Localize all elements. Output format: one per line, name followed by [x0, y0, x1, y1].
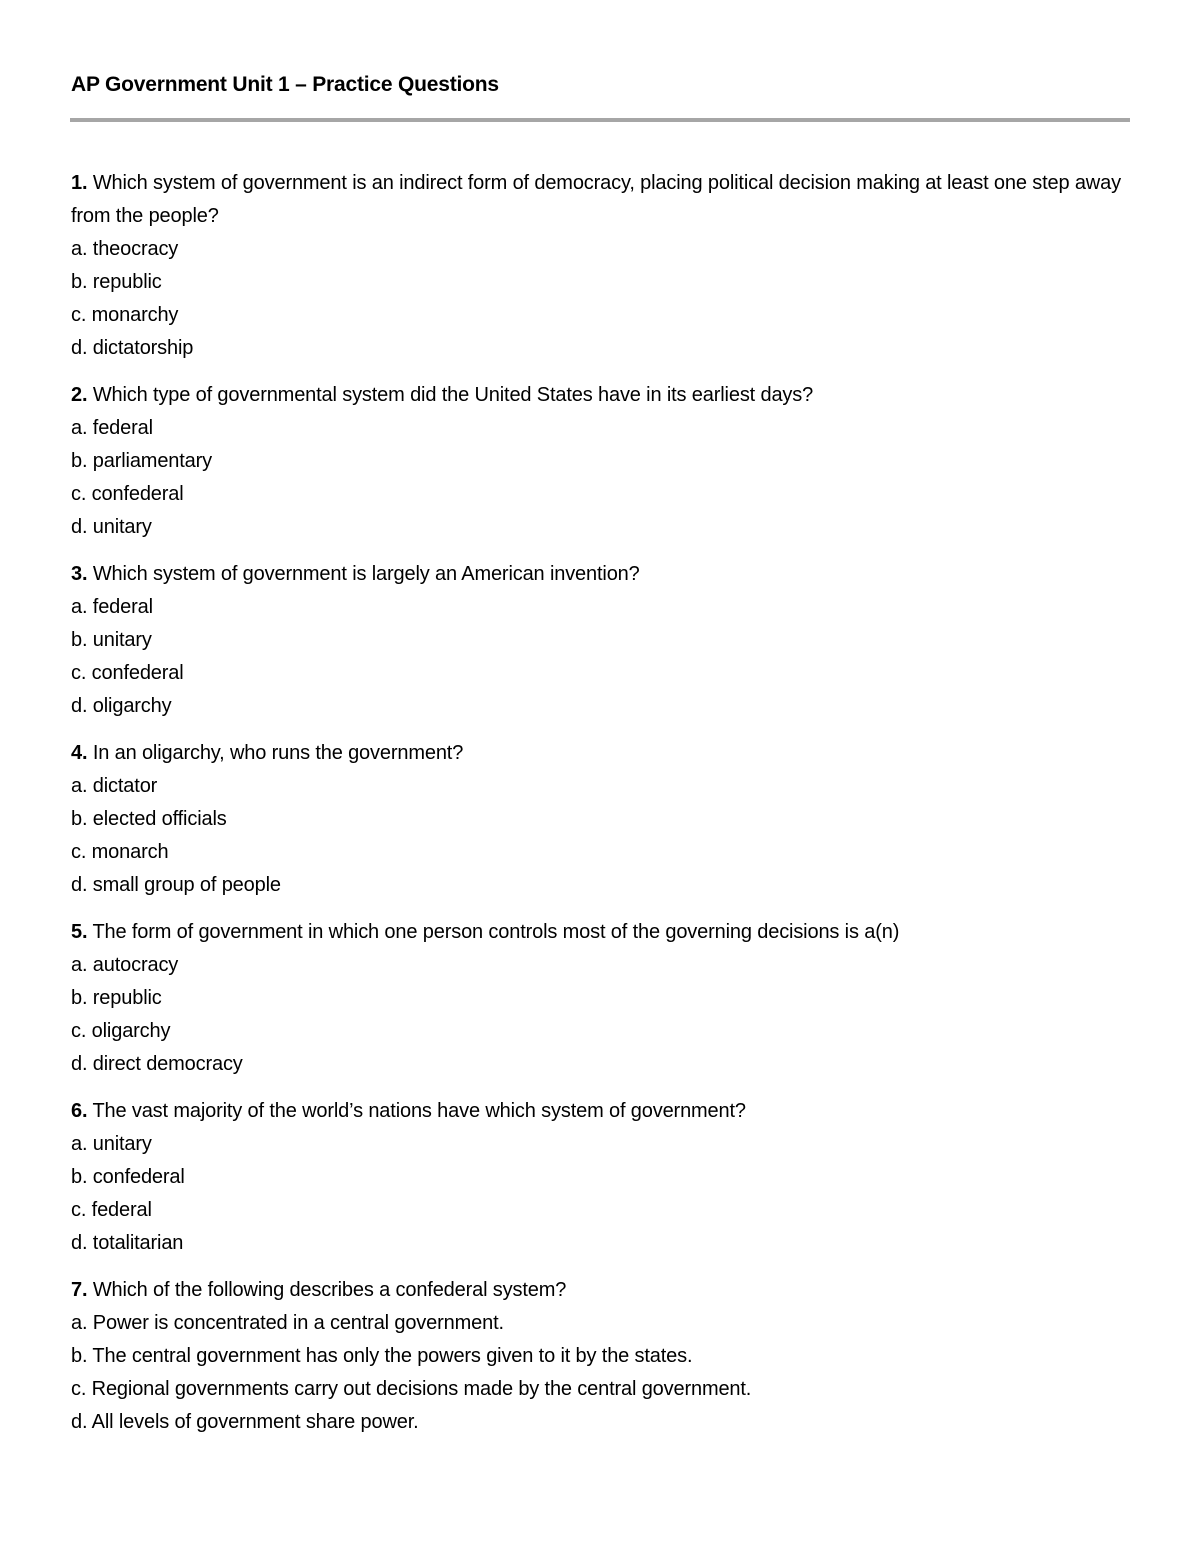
answer-option: c. monarch: [71, 841, 169, 863]
question-text: Which system of government is largely an American invention?: [92, 563, 640, 585]
answer-option: d. totalitarian: [71, 1232, 184, 1254]
answer-option: a. federal: [71, 596, 153, 618]
question-prompt: [71, 558, 1129, 591]
answer-option: c. Regional governments carry out decisions made by the central government.: [71, 1378, 752, 1400]
question-5: [71, 916, 1129, 1081]
question-prompt: [71, 167, 1129, 233]
answer-option: b. republic: [71, 987, 162, 1009]
question-7: [71, 1274, 1129, 1439]
question-number: 3.: [71, 563, 88, 585]
question-text: In an oligarchy, who runs the government?: [92, 742, 464, 764]
question-4: [71, 737, 1129, 902]
answer-option: b. The central government has only the powers given to it by the states.: [71, 1345, 693, 1367]
question-prompt: [71, 1274, 1129, 1307]
question-prompt: [71, 737, 1129, 770]
question-number: 2.: [71, 384, 88, 406]
question-prompt: [71, 1095, 1129, 1128]
question-text: Which system of government is an indirect form of democracy, placing political decision making at least one step away from the people?: [71, 172, 1121, 227]
question-prompt: [71, 379, 1129, 412]
answer-option: c. federal: [71, 1199, 152, 1221]
answer-option: d. All levels of government share power.: [71, 1411, 419, 1433]
question-3: [71, 558, 1129, 723]
answer-option: a. theocracy: [71, 238, 179, 260]
question-2: [71, 379, 1129, 544]
question-number: 6.: [71, 1100, 88, 1122]
question-text: Which of the following describes a confederal system?: [92, 1279, 567, 1301]
answer-option: a. unitary: [71, 1133, 152, 1155]
answer-option: b. republic: [71, 271, 162, 293]
answer-option: c. oligarchy: [71, 1020, 171, 1042]
answer-option: c. confederal: [71, 483, 184, 505]
question-text: Which type of governmental system did the United States have in its earliest days?: [92, 384, 814, 406]
question-number: 1.: [71, 172, 88, 194]
question-prompt: [71, 916, 1129, 949]
answer-option: a. federal: [71, 417, 153, 439]
answer-option: d. dictatorship: [71, 337, 194, 359]
question-number: 7.: [71, 1279, 88, 1301]
answer-option: d. oligarchy: [71, 695, 172, 717]
answer-option: d. direct democracy: [71, 1053, 243, 1075]
question-number: 4.: [71, 742, 88, 764]
answer-option: b. confederal: [71, 1166, 185, 1188]
question-text: The form of government in which one person controls most of the governing decisions is a(n): [92, 921, 900, 943]
question-number: 5.: [71, 921, 88, 943]
answer-option: c. confederal: [71, 662, 184, 684]
answer-option: a. autocracy: [71, 954, 179, 976]
answer-option: d. unitary: [71, 516, 152, 538]
page-title: AP Government Unit 1 – Practice Questions: [71, 73, 499, 96]
question-1: [71, 167, 1129, 365]
answer-option: b. elected officials: [71, 808, 227, 830]
answer-option: a. dictator: [71, 775, 158, 797]
question-6: [71, 1095, 1129, 1260]
answer-option: b. parliamentary: [71, 450, 212, 472]
answer-option: c. monarchy: [71, 304, 179, 326]
answer-option: d. small group of people: [71, 874, 281, 896]
title-divider: [70, 118, 1130, 122]
answer-option: b. unitary: [71, 629, 152, 651]
question-list: [71, 167, 1129, 1453]
question-text: The vast majority of the world’s nations have which system of government?: [92, 1100, 746, 1122]
answer-option: a. Power is concentrated in a central government.: [71, 1312, 504, 1334]
